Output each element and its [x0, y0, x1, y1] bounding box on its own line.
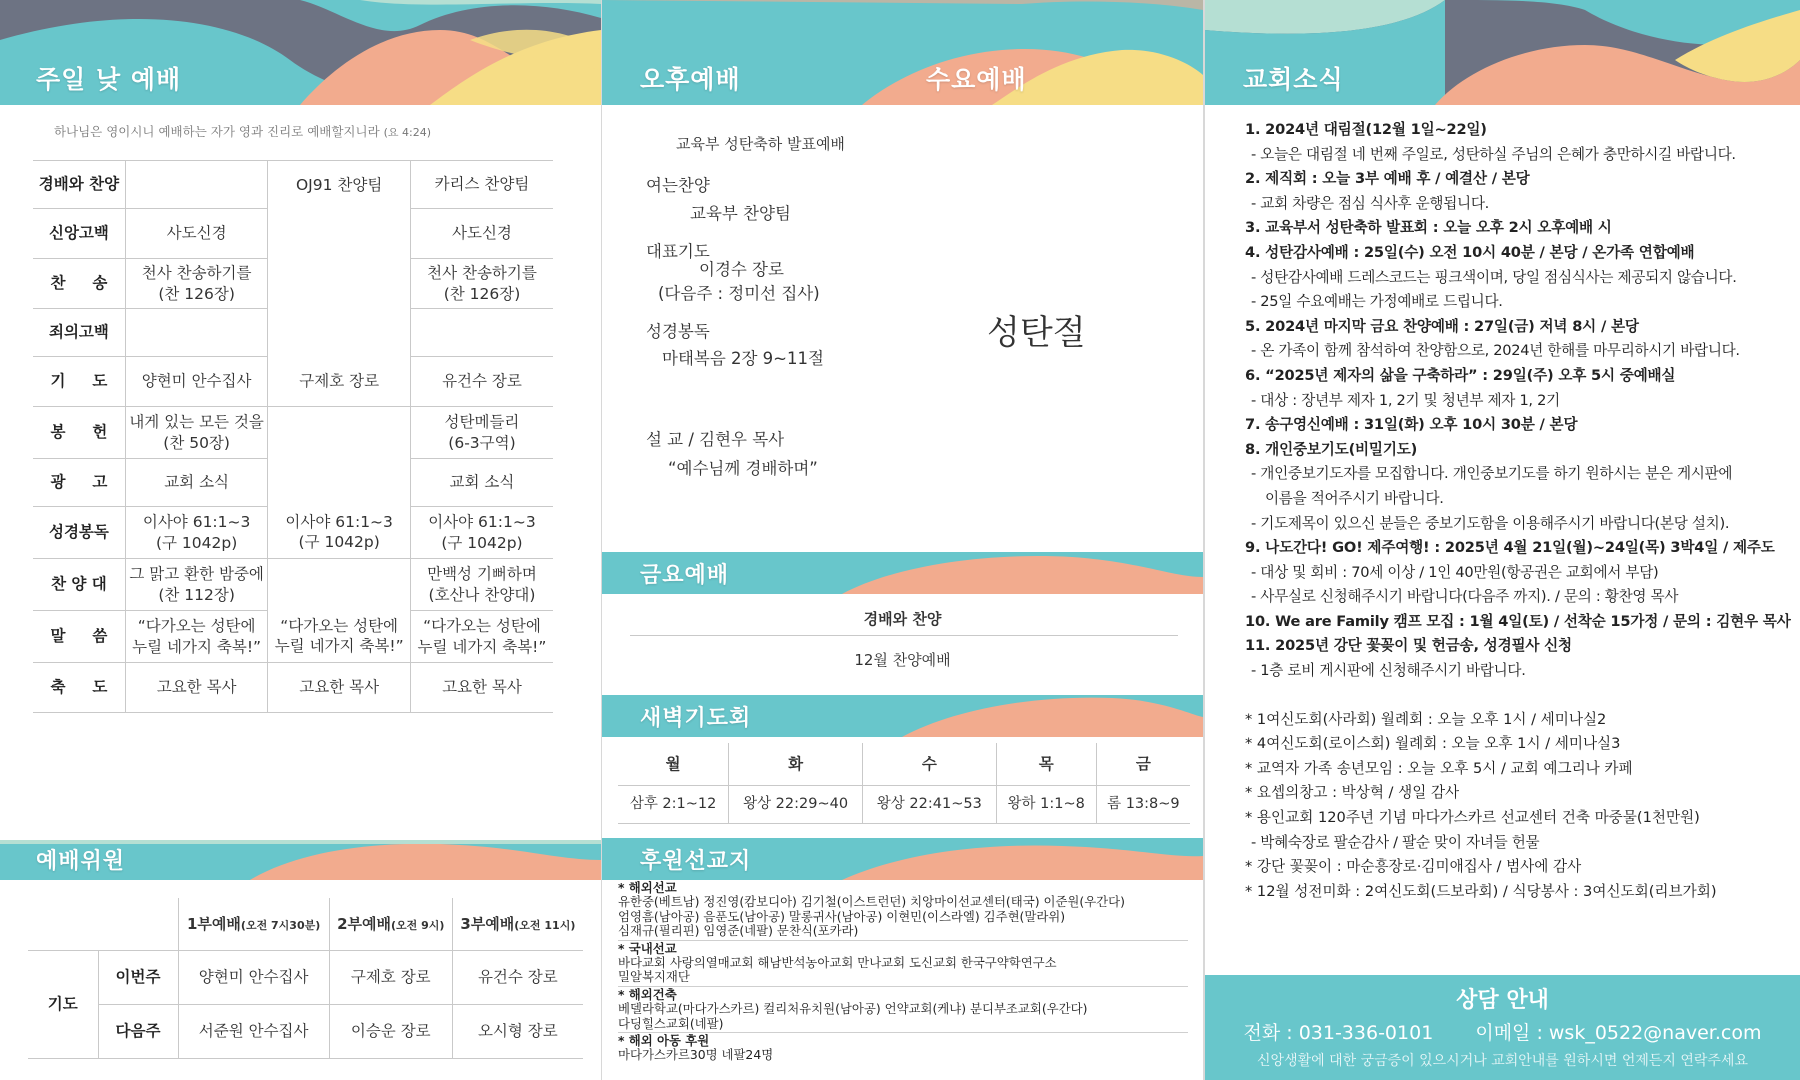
consult-box	[1205, 975, 1800, 1080]
order-cell	[268, 559, 411, 611]
consult-note: 신앙생활에 대한 궁금증이 있으시거나 교회안내를 원하시면 언제든지 연락주세요	[1257, 1053, 1748, 1069]
order-cell: 사도신경	[410, 209, 553, 259]
opening-praise-value: 교육부 찬양팀	[690, 204, 791, 223]
news-detail: - 기도제목이 있으신 분들은 중보기도함을 이용해주시기 바랍니다(본당 설치).	[1251, 514, 1730, 532]
mission-banner	[602, 838, 1203, 880]
consult-title: 상담 안내	[1456, 988, 1549, 1013]
news-detail: - 25일 수요예배는 가정예배로 드립니다.	[1251, 293, 1503, 311]
mission-line: 바다교회 사랑의열매교회 해남반석농아교회 만나교회 도신교회 한국구약학연구소	[618, 955, 1057, 971]
news-item: 2. 제직회 : 오늘 3부 예배 후 / 예결산 / 본당	[1245, 170, 1530, 188]
committee-cell: 유건수 장로	[452, 950, 583, 1004]
news-note: * 1여신도회(사라회) 월례회 : 오늘 오후 1시 / 세미나실2	[1245, 710, 1607, 728]
service-time: (오전 11시)	[514, 918, 576, 932]
committee-header	[329, 898, 452, 950]
news-detail: 이름을 적어주시기 바랍니다.	[1265, 489, 1444, 507]
news-banner	[1205, 0, 1800, 105]
dawn-day: 화	[729, 743, 863, 785]
order-cell: 유건수 장로	[410, 357, 553, 407]
order-row	[33, 309, 553, 357]
mission-line: 밀알복지재단	[618, 969, 690, 985]
order-cell: “다가오는 성탄에 누릴 네가지 축복!”	[268, 611, 411, 663]
order-cell	[268, 459, 411, 507]
afternoon-title: 오후예배	[640, 65, 741, 94]
mission-heading: * 국내선교	[618, 940, 677, 956]
order-cell: 내게 있는 모든 것을 (찬 50장)	[125, 407, 268, 459]
news-item: 10. We are Family 캠프 모집 : 1월 4일(토) / 선착순 15가정 / 문의 : 김현우 목사	[1245, 612, 1791, 630]
scripture-label: 성경봉독	[646, 322, 710, 341]
order-cell	[268, 209, 411, 259]
mission-title: 후원선교지	[640, 849, 752, 874]
order-cell: 사도신경	[125, 209, 268, 259]
news-item: 4. 성탄감사예배 : 25일(수) 오전 10시 40분 / 본당 / 온가족 연합예배	[1245, 243, 1695, 261]
order-cell: 이사야 61:1~3 (구 1042p)	[125, 507, 268, 559]
committee-header-row	[28, 898, 583, 950]
order-cell: “다가오는 성탄에 누릴 네가지 축복!”	[410, 611, 553, 663]
order-label: 축 도	[33, 663, 125, 713]
dawn-reading: 삼후 2:1~12	[618, 785, 729, 823]
order-label: 신앙고백	[33, 209, 125, 259]
afternoon-heading: 교육부 성탄축하 발표예배	[676, 135, 845, 153]
committee-header	[452, 898, 583, 950]
order-cell	[410, 309, 553, 357]
scripture-value: 마태복음 2장 9~11절	[662, 349, 824, 368]
mission-heading: * 해외건축	[618, 986, 677, 1002]
order-label: 말 씀	[33, 611, 125, 663]
news-item: 8. 개인중보기도(비밀기도)	[1245, 440, 1418, 458]
committee-cell: 구제호 장로	[329, 950, 452, 1004]
order-label: 봉 헌	[33, 407, 125, 459]
mission-line: 마다가스카르30명 네팔24명	[618, 1047, 774, 1063]
order-cell: 천사 찬송하기를 (찬 126장)	[125, 259, 268, 309]
news-detail: - 온 가족이 함께 참석하여 찬양함으로, 2024년 한해를 마무리하시기 바랍니다.	[1251, 342, 1740, 360]
committee-cell: 이승운 장로	[329, 1004, 452, 1058]
committee-week: 이번주	[98, 950, 178, 1004]
news-list	[1245, 118, 1791, 904]
phone-text[interactable]: 전화 : 031-336-0101	[1243, 1022, 1434, 1044]
news-detail: - 대상 및 회비 : 70세 이상 / 1인 40만원(항공권은 교회에서 부담)	[1251, 563, 1659, 581]
verse-reference: (요 4:24)	[383, 126, 432, 139]
order-label: 기 도	[33, 357, 125, 407]
order-cell: 양현미 안수집사	[125, 357, 268, 407]
news-detail: - 대상 : 장년부 제자 1, 2기 및 청년부 제자 1, 2기	[1251, 391, 1560, 409]
committee-group: 기도	[28, 950, 98, 1058]
order-cell: 이사야 61:1~3 (구 1042p)	[268, 507, 411, 559]
order-label: 광 고	[33, 459, 125, 507]
committee-cell: 서준원 안수집사	[178, 1004, 329, 1058]
dawn-day: 목	[996, 743, 1096, 785]
news-note: * 용인교회 120주년 기념 마다가스카르 선교센터 건축 마중물(1천만원)	[1245, 809, 1700, 827]
order-cell	[268, 259, 411, 309]
mission-separator	[618, 986, 1188, 987]
order-row	[33, 559, 553, 611]
friday-row-2: 12월 찬양예배	[854, 651, 951, 669]
mission-heading: * 해외선교	[618, 880, 677, 895]
committee-banner	[0, 840, 601, 880]
committee-header	[178, 898, 329, 950]
committee-row	[28, 1004, 583, 1058]
order-row	[33, 209, 553, 259]
news-note: * 요셉의창고 : 박상혁 / 생일 감사	[1245, 784, 1460, 802]
dawn-day: 수	[862, 743, 996, 785]
order-cell: OJ91 찬양팀	[268, 161, 411, 209]
order-label: 경배와 찬양	[33, 161, 125, 209]
order-row	[33, 259, 553, 309]
news-note: * 강단 꽃꽂이 : 마순흥장로·김미애집사 / 범사에 감사	[1245, 858, 1582, 876]
prayer-value: 이경수 장로	[699, 260, 784, 279]
opening-praise-label: 여는찬양	[646, 176, 710, 195]
dawn-reading: 롬 13:8~9	[1096, 785, 1190, 823]
news-note: * 교역자 가족 송년모임 : 오늘 오후 5시 / 교회 예그리나 카페	[1245, 759, 1633, 777]
order-label: 성경봉독	[33, 507, 125, 559]
order-cell: 카리스 찬양팀	[410, 161, 553, 209]
order-row	[33, 407, 553, 459]
mission-line: 베델라학교(마다가스카르) 컬리처유치원(남아공) 언약교회(케냐) 분디부조교회(우간다)	[618, 1001, 1088, 1017]
committee-table	[28, 898, 583, 1059]
order-label: 찬 양 대	[33, 559, 125, 611]
mission-list	[618, 881, 1188, 1063]
christmas-label: 성탄절	[987, 313, 1086, 353]
order-cell: 교회 소식	[410, 459, 553, 507]
news-detail: - 개인중보기도자를 모집합니다. 개인중보기도를 하기 원하시는 분은 게시판에	[1251, 465, 1733, 483]
dawn-banner	[602, 695, 1203, 737]
wednesday-title: 수요예배	[926, 65, 1027, 94]
news-item: 9. 나도간다! GO! 제주여행! : 2025년 4월 21일(월)~24일(목) 3박4일 / 제주도	[1245, 539, 1775, 557]
news-item: 5. 2024년 마지막 금요 찬양예배 : 27일(금) 저녁 8시 / 본당	[1245, 317, 1639, 335]
verse-text: 하나님은 영이시니 예배하는 자가 영과 진리로 예배할지니라	[53, 124, 380, 139]
order-row	[33, 663, 553, 713]
news-detail: - 오늘은 대림절 네 번째 주일로, 성탄하실 주님의 은혜가 충만하시길 바랍니다.	[1251, 145, 1736, 163]
friday-title: 금요예배	[640, 563, 730, 588]
order-row	[33, 357, 553, 407]
dawn-reading-table	[618, 743, 1190, 824]
order-row	[33, 507, 553, 559]
prayer-label: 대표기도	[646, 242, 710, 261]
order-cell: 이사야 61:1~3 (구 1042p)	[410, 507, 553, 559]
mission-line: 유한중(베트남) 정진영(캄보디아) 김기철(이스트런던) 치앙마이선교센터(태국) 이준원(우간다)	[618, 894, 1125, 910]
news-title: 교회소식	[1243, 65, 1344, 94]
order-cell	[125, 309, 268, 357]
news-item: 7. 송구영신예배 : 31일(화) 오후 10시 30분 / 본당	[1245, 416, 1578, 434]
committee-cell: 오시형 장로	[452, 1004, 583, 1058]
afternoon-banner	[602, 0, 1203, 105]
order-label: 죄의고백	[33, 309, 125, 357]
dawn-reading: 왕상 22:41~53	[862, 785, 996, 823]
order-label: 찬 송	[33, 259, 125, 309]
committee-corner	[28, 898, 178, 950]
news-detail: - 사무실로 신청해주시기 바랍니다(다음주 까지). / 문의 : 황찬영 목사	[1251, 588, 1679, 606]
service-name: 1부예배	[187, 914, 241, 933]
weekday-worship-panel	[602, 0, 1203, 1080]
mission-line: 심재규(필리핀) 임영준(네팔) 문찬식(포카라)	[618, 923, 859, 939]
service-name: 3부예배	[460, 914, 515, 933]
church-news-panel	[1205, 0, 1800, 1080]
order-cell	[268, 407, 411, 459]
news-item: 3. 교육부서 성탄축하 발표회 : 오늘 오후 2시 오후예배 시	[1245, 219, 1612, 237]
sunday-worship-panel	[0, 0, 601, 1080]
news-detail: - 교회 차량은 점심 식사후 운행됩니다.	[1251, 194, 1489, 212]
committee-row	[28, 950, 583, 1004]
service-time: (오전 9시)	[391, 918, 445, 932]
news-item: 6. “2025년 제자의 삶을 구축하라” : 29일(주) 오후 5시 중예배실	[1245, 366, 1676, 384]
friday-banner	[602, 552, 1203, 594]
order-row	[33, 611, 553, 663]
order-cell: 천사 찬송하기를 (찬 126장)	[410, 259, 553, 309]
service-time: (오전 7시30분)	[240, 918, 321, 932]
committee-cell: 양현미 안수집사	[178, 950, 329, 1004]
sunday-title: 주일 낮 예배	[36, 65, 182, 94]
mission-line: 엄영흠(남아공) 음푼도(남아공) 말롱귀사(남아공) 이현민(이스라엘) 김주현(말라위)	[618, 908, 1066, 924]
committee-week: 다음주	[98, 1004, 178, 1058]
order-cell: 성탄메들리 (6-3구역)	[410, 407, 553, 459]
sunday-order-table	[33, 160, 553, 713]
news-note: * 12월 성전미화 : 2여신도회(드보라회) / 식당봉사 : 3여신도회(리브가회)	[1245, 882, 1717, 900]
order-cell	[268, 309, 411, 357]
service-name: 2부예배	[337, 914, 391, 933]
dawn-reading: 왕하 1:1~8	[996, 785, 1096, 823]
friday-row-1: 경배와 찬양	[863, 610, 942, 628]
committee-title: 예배위원	[36, 849, 126, 874]
dawn-reading: 왕상 22:29~40	[729, 785, 863, 823]
news-detail: - 성탄감사예배 드레스코드는 핑크색이며, 당일 점심식사는 제공되지 않습니다.	[1251, 268, 1737, 286]
sermon-title: “예수님께 경배하며”	[668, 459, 818, 478]
order-cell: 고요한 목사	[410, 663, 553, 713]
mission-line: 다딩힐스교회(네팔)	[618, 1015, 724, 1031]
order-cell: 구제호 장로	[268, 357, 411, 407]
order-cell: 만백성 기뻐하며 (호산나 찬양대)	[410, 559, 553, 611]
order-cell: 그 맑고 환한 밤중에 (찬 112장)	[125, 559, 268, 611]
order-cell	[125, 161, 268, 209]
dawn-day: 금	[1096, 743, 1190, 785]
news-note: * 4여신도회(로이스회) 월례회 : 오늘 오후 1시 / 세미나실3	[1245, 735, 1621, 753]
consult-contacts	[1205, 1018, 1800, 1045]
news-detail: - 박혜숙장로 팔순감사 / 팔순 맞이 자녀들 헌물	[1251, 833, 1540, 851]
order-row	[33, 459, 553, 507]
order-cell: 고요한 목사	[268, 663, 411, 713]
order-row	[33, 161, 553, 209]
dawn-day: 월	[618, 743, 729, 785]
news-item: 11. 2025년 강단 꽃꽂이 및 헌금송, 성경필사 신청	[1245, 637, 1572, 655]
sermon-label: 설 교 / 김현우 목사	[646, 430, 785, 449]
friday-rule	[630, 635, 1178, 636]
news-gap	[1245, 684, 1785, 708]
sunday-banner	[0, 0, 601, 105]
email-text[interactable]: 이메일 : wsk_0522@naver.com	[1475, 1022, 1762, 1044]
order-cell: “다가오는 성탄에 누릴 네가지 축복!”	[125, 611, 268, 663]
mission-heading: * 해외 아동 후원	[618, 1033, 710, 1049]
dawn-title: 새벽기도회	[640, 706, 752, 731]
order-cell: 교회 소식	[125, 459, 268, 507]
news-detail: - 1층 로비 게시판에 신청해주시기 바랍니다.	[1251, 662, 1526, 680]
prayer-next: (다음주 : 정미선 집사)	[658, 284, 820, 303]
scripture-verse	[0, 122, 485, 140]
news-item: 1. 2024년 대림절(12월 1일~22일)	[1245, 121, 1487, 138]
mission-separator	[618, 940, 1188, 941]
order-cell: 고요한 목사	[125, 663, 268, 713]
